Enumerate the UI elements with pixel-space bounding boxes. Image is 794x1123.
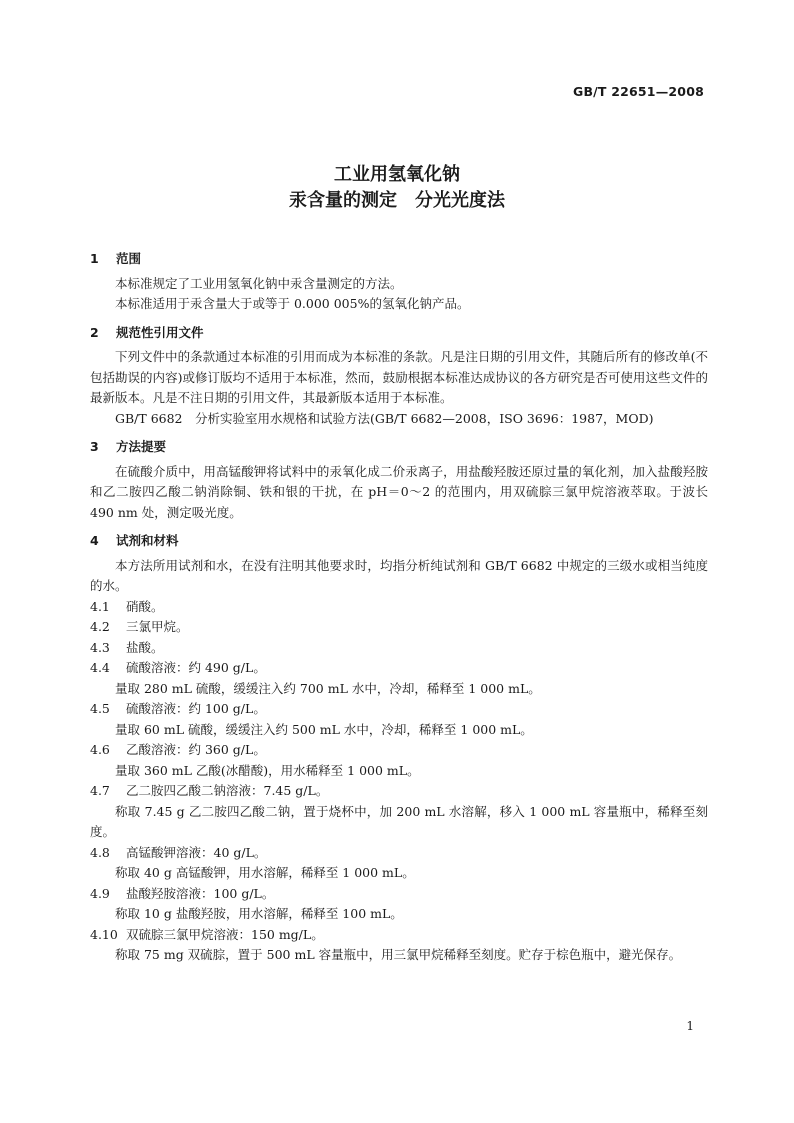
title-method: 分光光度法 [415, 190, 505, 211]
section-number: 1 [90, 251, 99, 266]
item-number: 4.6 [90, 742, 110, 757]
list-item [90, 884, 708, 905]
title-subject: 汞含量的测定 [289, 190, 397, 211]
page-number: 1 [686, 1019, 694, 1033]
list-item [90, 597, 708, 618]
item-number: 4.9 [90, 885, 110, 901]
paragraph: 下列文件中的条款通过本标准的引用而成为本标准的条款。凡是注日期的引用文件，其随后所有的修改单(不包括勘误的内容)或修订版均不适用于本标准，然而，鼓励根据本标准达成协议的各方研究是否可使用这些文件的最新版本。凡是不注日期的引用文件，其最新版本适用于本标准。 [90, 349, 708, 405]
item-description: 称取 10 g 盐酸羟胺，用水溶解，稀释至 100 mL。 [115, 906, 403, 921]
item-text: 盐酸羟胺溶液：100 g/L。 [126, 885, 275, 901]
document-body [90, 249, 708, 966]
document-title-line1: 工业用氢氧化钠 [334, 164, 460, 185]
list-item [90, 781, 708, 802]
section-title: 范围 [116, 251, 142, 266]
section-title: 试剂和材料 [116, 533, 179, 548]
item-text: 硝酸。 [126, 598, 164, 614]
item-description: 称取 7.45 g 乙二胺四乙酸二钠，置于烧杯中，加 200 mL 水溶解，移入 1 000 mL 容量瓶中，稀释至刻度。 [90, 803, 708, 839]
item-number: 4.5 [90, 701, 110, 716]
item-text: 硫酸溶液：约 490 g/L。 [126, 660, 266, 675]
section-heading-scope [90, 249, 708, 270]
list-item [90, 740, 708, 761]
paragraph: 本方法所用试剂和水，在没有注明其他要求时，均指分析纯试剂和 GB/T 6682 中规定的三级水或相当纯度的水。 [90, 557, 708, 593]
section-title: 规范性引用文件 [116, 324, 204, 340]
list-item [90, 699, 708, 720]
item-text: 乙酸溶液：约 360 g/L。 [126, 742, 266, 757]
item-description: 量取 280 mL 硫酸，缓缓注入约 700 mL 水中，冷却，稀释至 1 000 mL。 [115, 680, 541, 696]
item-text: 盐酸。 [126, 639, 164, 655]
item-description: 称取 75 mg 双硫腙，置于 500 mL 容量瓶中，用三氯甲烷稀释至刻度。贮存于棕色瓶中，避光保存。 [115, 947, 682, 962]
item-number: 4.7 [90, 783, 110, 798]
reagent-list [90, 597, 708, 966]
item-text: 乙二胺四乙酸二钠溶液：7.45 g/L。 [126, 783, 329, 798]
item-description: 称取 40 g 高锰酸钾，用水溶解，稀释至 1 000 mL。 [115, 865, 415, 880]
item-number: 4.10 [90, 926, 118, 942]
section-title: 方法提要 [116, 439, 167, 454]
item-number: 4.1 [90, 598, 110, 614]
paragraph: 本标准规定了工业用氢氧化钠中汞含量测定的方法。 [115, 275, 403, 291]
reference-entry: GB/T 6682 分析实验室用水规格和试验方法(GB/T 6682—2008，ISO 3696：1987，MOD) [115, 410, 654, 426]
section-heading-reagents [90, 531, 708, 552]
section-number: 3 [90, 439, 99, 454]
paragraph: 本标准适用于汞含量大于或等于 0.000 005%的氢氧化钠产品。 [115, 296, 470, 311]
list-item [90, 925, 708, 946]
list-item [90, 638, 708, 659]
item-text: 三氯甲烷。 [126, 619, 189, 634]
item-text: 高锰酸钾溶液：40 g/L。 [126, 844, 267, 860]
item-description: 量取 360 mL 乙酸(冰醋酸)，用水稀释至 1 000 mL。 [115, 762, 420, 778]
item-description: 量取 60 mL 硫酸，缓缓注入约 500 mL 水中，冷却，稀释至 1 000 mL。 [115, 721, 533, 737]
section-heading-normative-references [90, 323, 708, 344]
list-item [90, 843, 708, 864]
list-item [90, 658, 708, 679]
item-number: 4.2 [90, 619, 110, 634]
item-number: 4.8 [90, 844, 110, 860]
item-text: 硫酸溶液：约 100 g/L。 [126, 701, 266, 716]
item-text: 双硫腙三氯甲烷溶液：150 mg/L。 [126, 926, 324, 942]
section-number: 2 [90, 324, 99, 340]
list-item [90, 617, 708, 638]
paragraph: 在硫酸介质中，用高锰酸钾将试料中的汞氧化成二价汞离子，用盐酸羟胺还原过量的氧化剂，加入盐酸羟胺和乙二胺四乙酸二钠消除铜、铁和银的干扰，在 pH＝0～2 的范围内，用双硫腙三氯甲烷溶液萃取。于波长 490 nm 处，测定吸光度。 [90, 463, 708, 520]
document-title-line2 [0, 186, 794, 212]
item-number: 4.4 [90, 660, 110, 675]
section-heading-method-summary [90, 437, 708, 458]
section-number: 4 [90, 533, 99, 548]
item-number: 4.3 [90, 639, 110, 655]
standard-number: GB/T 22651—2008 [572, 84, 704, 99]
